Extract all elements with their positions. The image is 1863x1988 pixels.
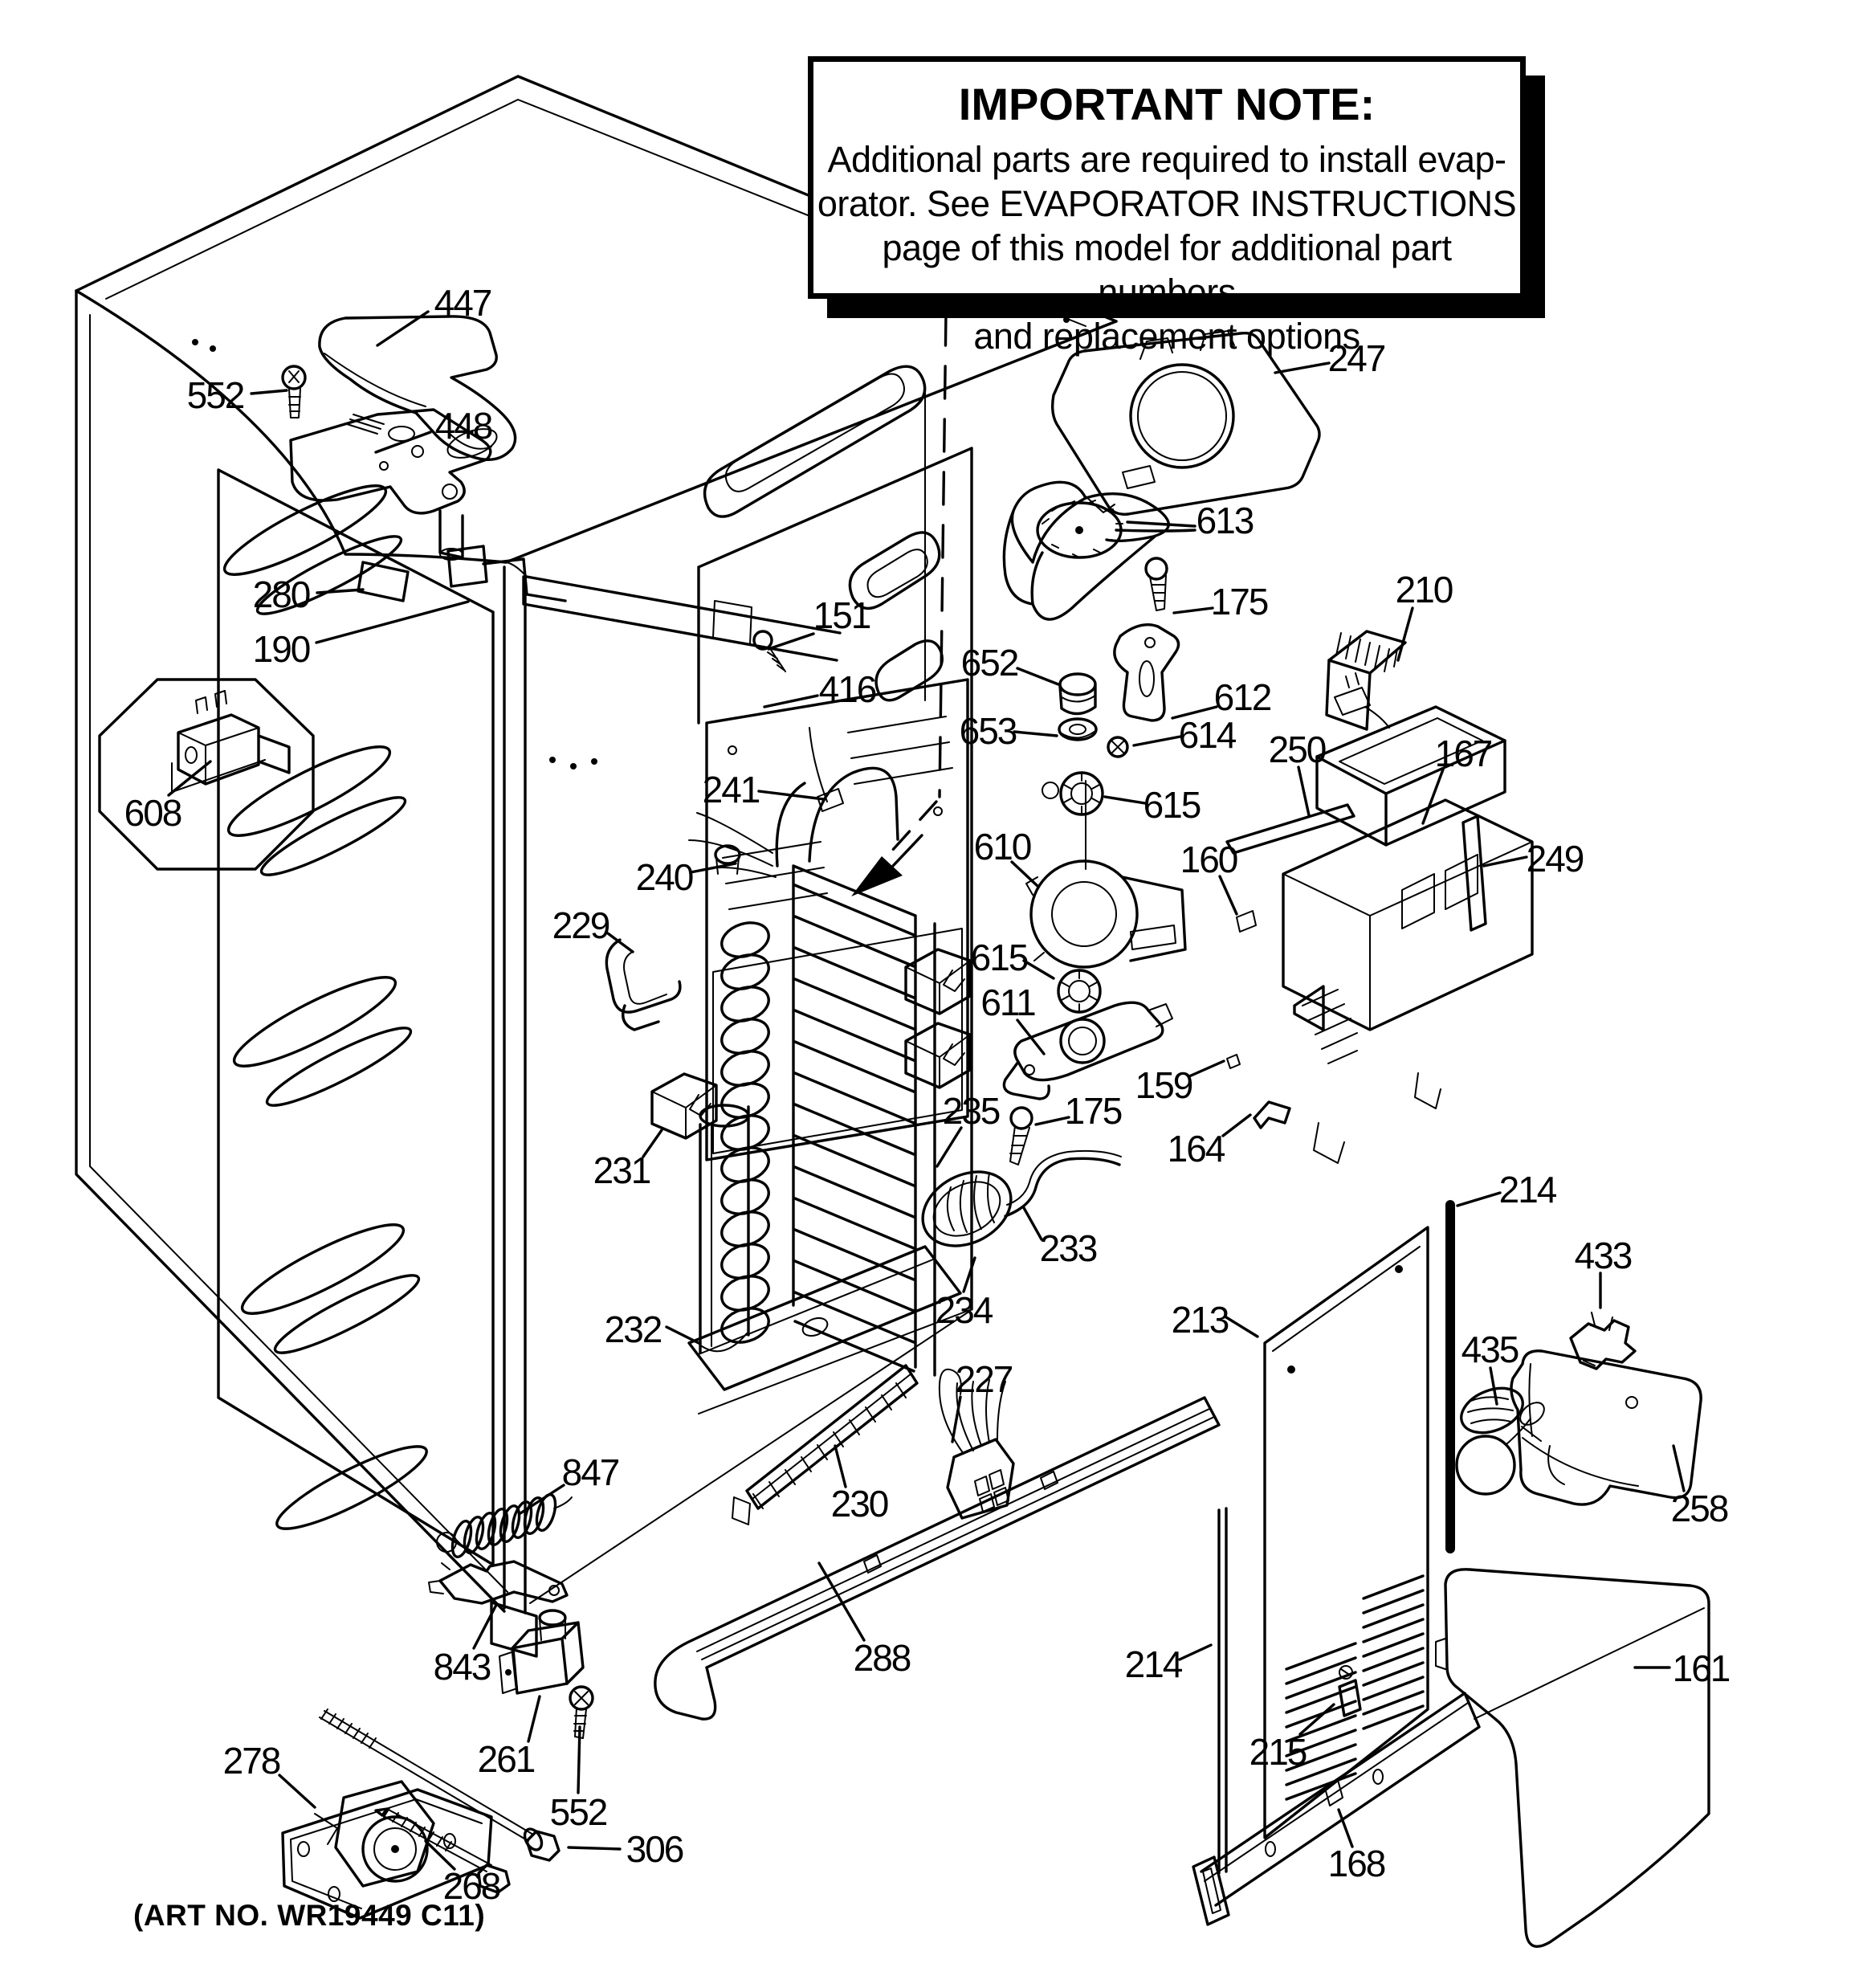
leader-line — [569, 1847, 620, 1849]
part-label-435: 435 — [1461, 1329, 1519, 1370]
leader-line — [316, 602, 468, 643]
note-line: page of this model for additional part numbers — [882, 227, 1452, 312]
leader-line — [1174, 608, 1213, 613]
part-label-615: 615 — [1143, 784, 1201, 826]
part-label-241: 241 — [702, 769, 760, 810]
bracket-612 — [1115, 625, 1179, 720]
condenser-coils — [705, 366, 943, 700]
part-label-234: 234 — [935, 1289, 993, 1331]
part-label-843: 843 — [433, 1646, 491, 1688]
leader-line — [1017, 1020, 1044, 1054]
leader-line — [1226, 1317, 1258, 1337]
art-number: (ART NO. WR19449 C11) — [133, 1899, 486, 1932]
part-label-175: 175 — [1064, 1090, 1122, 1132]
part-label-167: 167 — [1434, 733, 1492, 774]
part-label-227: 227 — [955, 1358, 1013, 1400]
part-label-214: 214 — [1124, 1643, 1182, 1685]
part-label-416: 416 — [818, 668, 876, 710]
part-label-168: 168 — [1327, 1843, 1385, 1884]
leader-line — [1024, 961, 1054, 978]
leader-line — [1457, 1193, 1500, 1206]
part-label-258: 258 — [1670, 1488, 1728, 1529]
note-line: Additional parts are required to install evap- — [827, 139, 1506, 180]
screw-159 — [1227, 1055, 1240, 1068]
evaporator-assembly — [606, 728, 1121, 1525]
part-label-615: 615 — [970, 937, 1028, 978]
part-label-611: 611 — [980, 982, 1035, 1023]
leader-line — [1014, 732, 1057, 736]
fan-blade-613 — [1004, 482, 1195, 619]
part-label-231: 231 — [593, 1149, 650, 1191]
screw-175-upper — [1146, 558, 1167, 610]
clip-164 — [1254, 1102, 1290, 1128]
leader-line — [317, 590, 363, 593]
side-strip-249 — [1463, 816, 1486, 930]
grille-210 — [1327, 631, 1405, 729]
trim-strip-250 — [1227, 805, 1354, 853]
leader-line — [474, 1605, 496, 1648]
part-label-230: 230 — [830, 1483, 888, 1525]
leader-line — [528, 1696, 540, 1741]
part-label-288: 288 — [853, 1637, 911, 1679]
lamp-socket-433 — [1571, 1312, 1635, 1369]
part-label-160: 160 — [1180, 839, 1237, 880]
grommet-614 — [1108, 737, 1127, 757]
leader-line — [1180, 1645, 1211, 1659]
part-label-447: 447 — [434, 282, 491, 324]
leader-line — [937, 1128, 961, 1166]
evaporator-coil-loops — [717, 917, 773, 1349]
access-panel-416 — [707, 680, 968, 1160]
part-label-235: 235 — [942, 1090, 1000, 1132]
part-label-233: 233 — [1039, 1227, 1097, 1269]
mounting-rail-168 — [1193, 1693, 1479, 1925]
label-plate-280 — [358, 562, 408, 601]
drip-tray — [689, 1247, 960, 1390]
part-label-268: 268 — [442, 1865, 500, 1907]
note-line: orator. See EVAPORATOR INSTRUCTIONS — [817, 182, 1517, 224]
mount-615-upper — [1042, 773, 1103, 814]
part-label-229: 229 — [552, 904, 609, 946]
leader-line — [1134, 737, 1180, 745]
leader-line — [1017, 668, 1058, 684]
part-label-552: 552 — [549, 1791, 607, 1833]
part-label-608: 608 — [124, 792, 181, 834]
leader-line — [1398, 608, 1413, 660]
part-label-210: 210 — [1395, 569, 1453, 610]
part-label-214: 214 — [1498, 1169, 1556, 1210]
leader-line — [1275, 363, 1329, 373]
part-label-151: 151 — [813, 594, 870, 636]
leader-line — [251, 390, 287, 394]
cap-653 — [1059, 719, 1096, 740]
part-label-240: 240 — [635, 856, 693, 898]
bracket-261 — [499, 1610, 583, 1693]
mount-615-lower — [1058, 970, 1100, 1012]
part-label-164: 164 — [1167, 1128, 1225, 1170]
part-label-610: 610 — [973, 826, 1031, 867]
tube-clip-229 — [606, 940, 680, 1030]
part-label-250: 250 — [1268, 729, 1326, 770]
part-label-652: 652 — [960, 642, 1018, 684]
part-label-280: 280 — [252, 574, 310, 615]
part-label-215: 215 — [1249, 1731, 1307, 1773]
part-label-433: 433 — [1574, 1235, 1632, 1276]
part-label-448: 448 — [434, 405, 492, 447]
leader-line — [1023, 1206, 1042, 1239]
leader-line — [1189, 1061, 1224, 1076]
evaporator-fins — [793, 866, 935, 1375]
part-label-213: 213 — [1171, 1299, 1229, 1341]
leader-line — [1220, 876, 1237, 914]
light-parts — [1436, 1312, 1709, 1946]
drain-grommet-234 — [910, 1157, 1024, 1261]
part-label-278: 278 — [222, 1740, 280, 1782]
screw-552-bottom — [570, 1687, 593, 1738]
part-label-653: 653 — [959, 710, 1017, 752]
part-label-159: 159 — [1135, 1064, 1192, 1106]
leader-line — [768, 634, 813, 649]
leader-line — [279, 1775, 315, 1807]
leader-line — [759, 791, 824, 799]
leader-line — [1223, 1115, 1250, 1136]
leader-line — [578, 1727, 580, 1793]
part-label-249: 249 — [1526, 838, 1584, 880]
part-label-552: 552 — [186, 374, 244, 416]
light-shield-258 — [1511, 1351, 1701, 1504]
seal-strip-214-left — [1219, 1508, 1226, 1873]
leader-line — [1298, 767, 1309, 815]
part-label-847: 847 — [561, 1451, 619, 1493]
leader-line — [835, 1446, 846, 1487]
part-label-161: 161 — [1672, 1647, 1730, 1689]
leader-line — [964, 1258, 975, 1292]
dispenser-cover-161 — [1436, 1570, 1709, 1947]
leader-line — [667, 1327, 700, 1344]
part-number-labels — [124, 282, 1730, 1907]
leader-line — [1127, 522, 1195, 526]
leader-line — [1105, 797, 1145, 803]
part-label-175: 175 — [1210, 581, 1268, 623]
grommet-240 — [715, 846, 740, 874]
part-label-612: 612 — [1213, 676, 1271, 718]
leader-line — [1490, 1368, 1497, 1404]
sleeve-652 — [1060, 674, 1095, 714]
clip-160 — [1237, 911, 1256, 932]
leader-line — [169, 761, 210, 795]
note-line: and replacement options — [973, 315, 1360, 357]
leader-line — [1673, 1446, 1684, 1491]
part-label-613: 613 — [1196, 500, 1254, 541]
screw-175-lower — [1010, 1108, 1032, 1165]
shelf-embossments — [216, 472, 434, 1541]
icemaker-assembly — [1227, 631, 1532, 1163]
leader-line — [952, 1397, 960, 1442]
note-title: IMPORTANT NOTE: — [958, 79, 1376, 129]
part-label-232: 232 — [604, 1308, 662, 1350]
screw-552-top — [283, 366, 305, 418]
part-label-247: 247 — [1327, 337, 1385, 379]
part-label-614: 614 — [1178, 714, 1236, 756]
leader-line — [1423, 769, 1443, 823]
part-label-261: 261 — [477, 1738, 535, 1780]
part-label-190: 190 — [252, 628, 310, 670]
light-switch-callout — [100, 680, 313, 869]
important-note-box — [808, 56, 1526, 357]
part-label-306: 306 — [626, 1828, 683, 1870]
